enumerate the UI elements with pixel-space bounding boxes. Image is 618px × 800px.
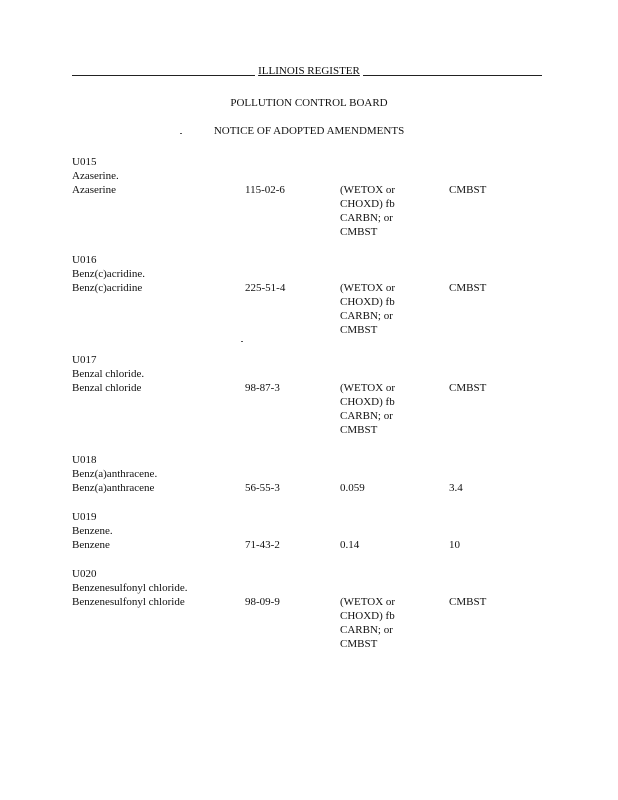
wastewater-standard: 0.14: [340, 539, 360, 551]
waste-code: U018: [72, 454, 97, 466]
nonwastewater-standard: CMBST: [449, 282, 487, 294]
wastewater-standard: (WETOX or CHOXD) fb CARBN; or CMBST: [340, 282, 396, 336]
table-row: [72, 538, 552, 552]
wastewater-standard: (WETOX or CHOXD) fb CARBN; or CMBST: [340, 382, 396, 436]
board-title: POLLUTION CONTROL BOARD: [230, 97, 388, 109]
table-entry: [72, 453, 552, 495]
waste-code: U016: [72, 254, 97, 266]
cas-number: 98-87-3: [245, 382, 280, 394]
waste-group-name: Benz(a)anthracene.: [72, 468, 158, 480]
waste-group-name: Azaserine.: [72, 170, 119, 182]
cas-number: 71-43-2: [245, 539, 280, 551]
nonwastewater-standard: CMBST: [449, 596, 487, 608]
cas-number: 225-51-4: [245, 282, 286, 294]
nonwastewater-standard: CMBST: [449, 184, 487, 196]
constituent-name: Azaserine: [72, 184, 116, 196]
wastewater-standard: (WETOX or CHOXD) fb CARBN; or CMBST: [340, 596, 396, 650]
waste-code: U015: [72, 156, 97, 168]
constituent-name: Benz(c)acridine: [72, 282, 143, 294]
waste-group-name: Benzal chloride.: [72, 368, 145, 380]
wastewater-standard: (WETOX or CHOXD) fb CARBN; or CMBST: [340, 184, 396, 238]
constituent-name: Benz(a)anthracene: [72, 482, 155, 494]
waste-code: U017: [72, 354, 97, 366]
table-entry: [72, 155, 552, 238]
table-entry: [72, 510, 552, 552]
cas-number: 56-55-3: [245, 482, 280, 494]
table-row: [72, 481, 552, 495]
table-row: [72, 281, 552, 336]
notice-title: NOTICE OF ADOPTED AMENDMENTS: [213, 125, 405, 137]
waste-code: U020: [72, 568, 97, 580]
waste-group-name: Benzene.: [72, 525, 113, 537]
table-row: [72, 381, 552, 436]
constituent-name: Benzal chloride: [72, 382, 142, 394]
table-entry: [72, 567, 552, 650]
nonwastewater-standard: CMBST: [449, 382, 487, 394]
nonwastewater-standard: 10: [449, 539, 460, 551]
scan-speck: [180, 133, 182, 134]
table-entry: [72, 353, 552, 436]
register-title: ILLINOIS REGISTER: [0, 64, 618, 79]
wastewater-standard: 0.059: [340, 482, 365, 494]
constituent-name: Benzene: [72, 539, 110, 551]
scan-speck: [241, 341, 243, 342]
constituent-name: Benzenesulfonyl chloride: [72, 596, 185, 608]
table-row: [72, 595, 552, 650]
table-row: [72, 183, 552, 238]
waste-code: U019: [72, 511, 97, 523]
table-entry: [72, 253, 552, 336]
waste-group-name: Benzenesulfonyl chloride.: [72, 582, 188, 594]
nonwastewater-standard: 3.4: [449, 482, 463, 494]
cas-number: 115-02-6: [245, 184, 285, 196]
cas-number: 98-09-9: [245, 596, 280, 608]
waste-group-name: Benz(c)acridine.: [72, 268, 145, 280]
